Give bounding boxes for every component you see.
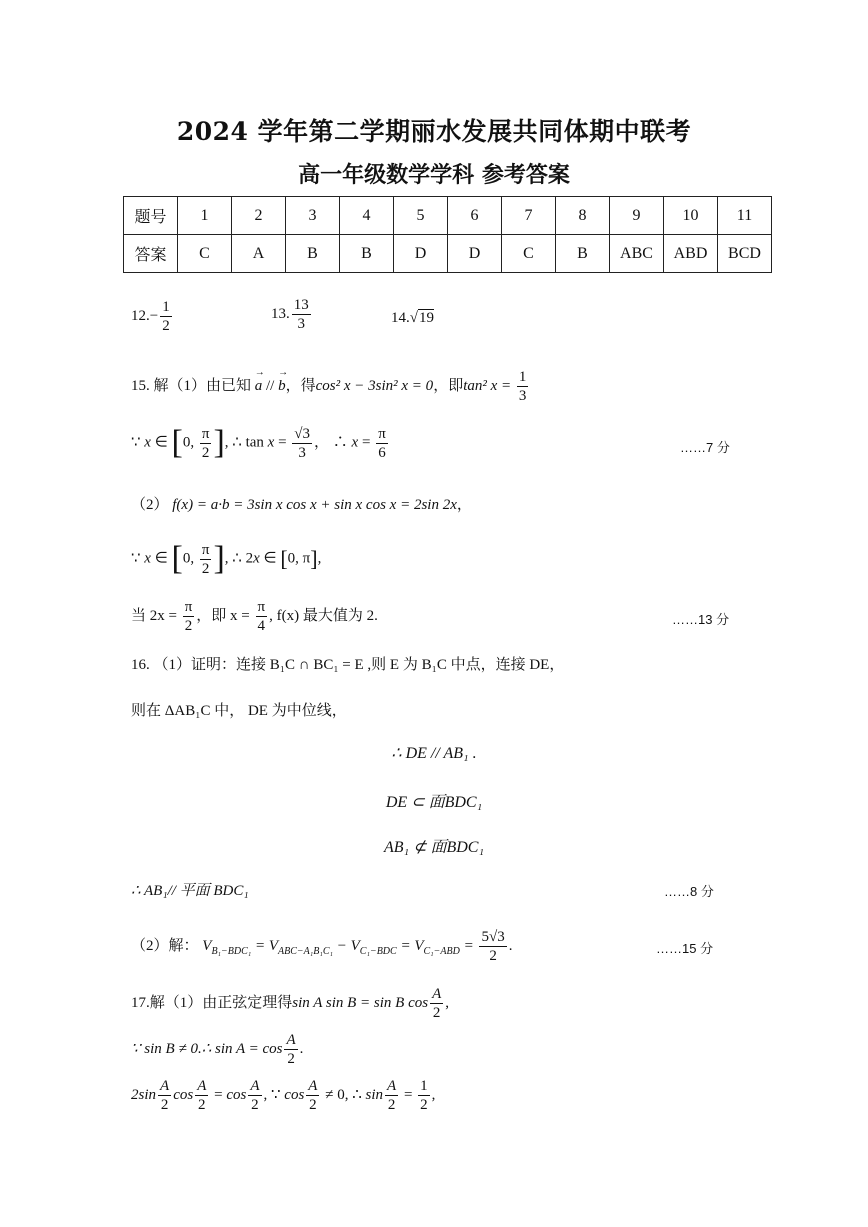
q15-part2-prefix: （2） xyxy=(131,497,169,513)
q16-line7: （2）解： $V_{B_1-BDC_1} = V_{ABC-A_1B_1C_1} - V_{C_1-BDC} = V_{C_1-ABD}$ = $\frac{5√3}{2}$ . xyxy=(131,929,513,964)
q17-expr2: ∵ sin B ≠ 0.∴ sin A = cos xyxy=(131,1040,283,1057)
answer-cell: BCD xyxy=(718,235,772,273)
answer-table xyxy=(123,196,772,273)
q16-line3: ∴ DE // AB₁ . xyxy=(391,745,477,762)
q16-part2-prefix: （2）解： xyxy=(131,937,199,954)
q17-expr3: 2sin xyxy=(131,1086,157,1103)
q12-numerator: 1 xyxy=(162,299,170,315)
answer-table-answer-row xyxy=(124,235,772,273)
q15-max: , f(x) 最大值为 2. xyxy=(269,607,378,624)
vector-a: → a xyxy=(255,378,263,395)
q17-line2: ∵ sin B ≠ 0.∴ sin A = cos $\frac{A}{2}$ . xyxy=(131,1032,304,1067)
q13-answer xyxy=(271,296,313,333)
answer-cell: B xyxy=(340,235,394,273)
q17-line1: 17.解（1）由正弦定理得sin A sin B = sin B cos $\frac{A}{2}$ , xyxy=(131,986,450,1021)
q15-line4: ∵ x ∈ [0, $\frac{\pi}{2}$ ], ∴ 2x ∈ [0, π], xyxy=(131,540,322,577)
q16-line1: 16. （1）证明：连接 B₁C ∩ BC₁ = E ,则 E 为 B₁C 中点，连接 DE， xyxy=(131,657,565,673)
question-number-cell: 8 xyxy=(556,197,610,235)
q16-line2: 则在 ΔAB₁C 中， DE 为中位线， xyxy=(131,703,347,719)
q15-eq: cos² x − 3sin² x = 0 xyxy=(315,377,434,394)
answer-cell: C xyxy=(502,235,556,273)
answer-cell: ABC xyxy=(610,235,664,273)
q13-numerator: 13 xyxy=(293,297,309,313)
question-number-cell: 7 xyxy=(502,197,556,235)
question-number-cell: 4 xyxy=(340,197,394,235)
q15-then: ，即 xyxy=(433,377,464,394)
question-number-cell: 1 xyxy=(178,197,232,235)
q12-fraction xyxy=(160,298,172,335)
q15-line3: （2） f(x) = a·b = 3sin x cos x + sin x cos x = 2sin 2x， xyxy=(131,497,472,513)
answer-cell: B xyxy=(556,235,610,273)
q15-when: 当 2x = xyxy=(131,607,177,624)
q17-prefix: 17.解（1）由正弦定理得 xyxy=(131,994,293,1011)
q15-score-7: ……7 分 xyxy=(680,440,730,455)
answer-table-number-row xyxy=(124,197,772,235)
q17-line3: 2sin $\frac{A}{2}$ cos $\frac{A}{2}$ = cos $\frac{A}{2}$ , ∵ cos $\frac{A}{2}$ ≠ 0, ∴ sin $\frac{A}{2}$ = $\frac{1}{2}$ , xyxy=(131,1078,436,1113)
q15-frac-num: 1 xyxy=(518,369,527,385)
q16-score-15: ……15 分 xyxy=(656,941,714,956)
q16-score-8: ……8 分 xyxy=(664,884,714,899)
question-number-cell: 3 xyxy=(286,197,340,235)
q14-answer: 14.√19 xyxy=(391,310,434,326)
q13-fraction xyxy=(292,296,311,333)
q15-frac-1-3 xyxy=(517,368,529,405)
answer-cell: B xyxy=(286,235,340,273)
page-subtitle: 高一年级数学学科 参考答案 xyxy=(298,162,570,188)
answer-cell: C xyxy=(178,235,232,273)
q13-label: 13. xyxy=(271,305,290,322)
q16-line6: ∴ AB₁// 平面 BDC₁ xyxy=(131,883,249,899)
q15-ie: ，即 x = xyxy=(196,607,250,624)
q16-line5: AB₁ ⊄ 面BDC₁ xyxy=(383,839,485,856)
q15-frac-den: 3 xyxy=(518,388,527,404)
q15-line5: 当 2x = $\frac{\pi}{2}$ ，即 x = $\frac{\pi}{4}$ , f(x) 最大值为 2. xyxy=(131,599,378,634)
q15-mid: ，得 xyxy=(285,377,316,394)
q12-label: 12. xyxy=(131,307,150,324)
q17-expr1: sin A sin B = sin B cos xyxy=(292,994,429,1011)
q12-denominator: 2 xyxy=(162,318,170,334)
question-number-cell: 10 xyxy=(664,197,718,235)
answer-cell: D xyxy=(448,235,502,273)
q16-line4: DE ⊂ 面BDC₁ xyxy=(385,794,483,811)
question-number-cell: 11 xyxy=(718,197,772,235)
question-number-cell: 9 xyxy=(610,197,664,235)
q14-sqrt-value: 19 xyxy=(418,310,434,326)
q15-prefix: 15. 解（1）由已知 xyxy=(131,377,252,394)
q15-tan: tan² x = xyxy=(463,377,512,394)
answer-cell: ABD xyxy=(664,235,718,273)
q15-score-13: ……13 分 xyxy=(672,612,730,627)
q15-part2-expr: f(x) = a·b = 3sin x cos x + sin x cos x = 2sin 2x xyxy=(172,497,457,513)
answer-cell: D xyxy=(394,235,448,273)
row-label-number: 题号 xyxy=(124,197,178,235)
q14-label: 14. xyxy=(391,310,410,326)
q13-denominator: 3 xyxy=(297,316,305,332)
question-number-cell: 6 xyxy=(448,197,502,235)
answer-cell: A xyxy=(232,235,286,273)
q15-line2: ∵ x ∈ [0, $\frac{\pi}{2}$ ], ∴ tan x = $\frac{√3}{3}$ ， ∴ x = $\frac{\pi}{6}$ xyxy=(131,424,386,461)
question-number-cell: 2 xyxy=(232,197,286,235)
vector-b: → b xyxy=(278,378,286,395)
q12-sign: − xyxy=(149,307,159,324)
q15-line1: 15. 解（1）由已知 → a // → b，得cos² x − 3sin² x = 0，即tan² x = $\frac{1}{3}$ xyxy=(131,368,530,405)
page-title: 2024 学年第二学期丽水发展共同体期中联考 xyxy=(176,117,692,146)
q12-answer xyxy=(131,298,174,335)
row-label-answer: 答案 xyxy=(124,235,178,273)
question-number-cell: 5 xyxy=(394,197,448,235)
